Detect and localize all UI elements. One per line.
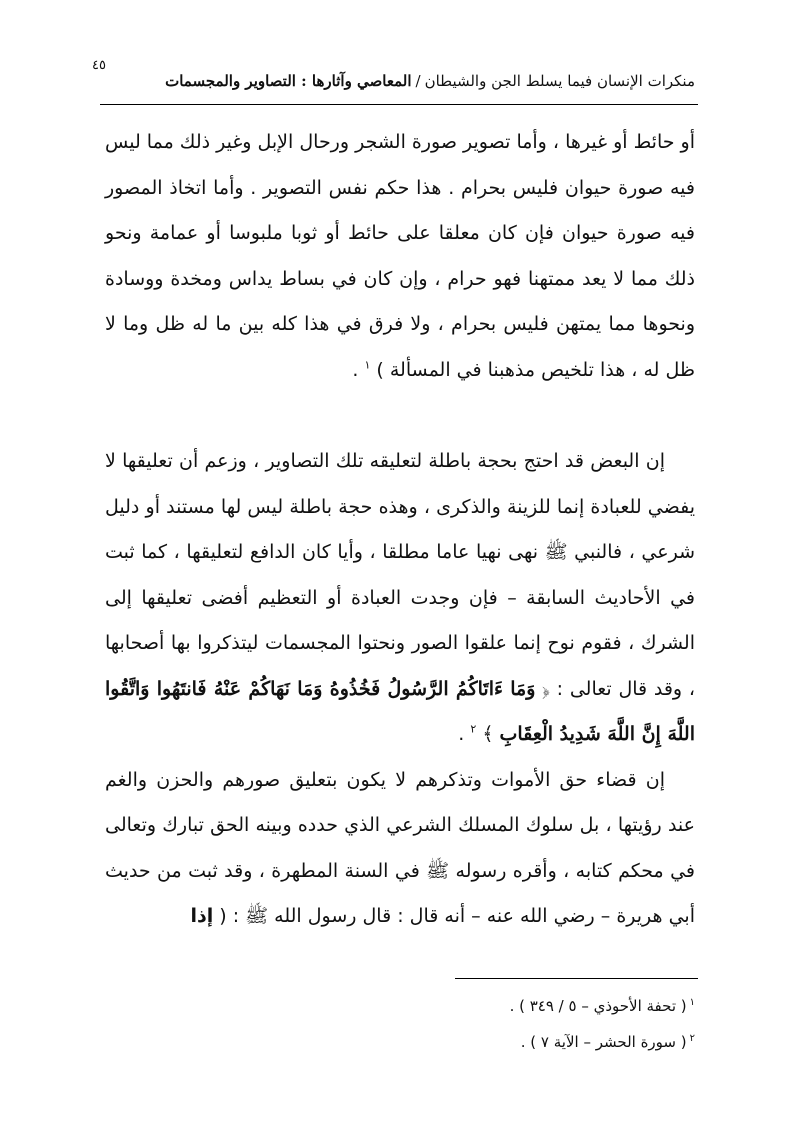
footnote-divider [455, 978, 698, 979]
paragraph-3-tail: إذا [190, 905, 214, 927]
footnote-1-mark: ١ [689, 997, 695, 1008]
page-number: ٤٥ [92, 58, 106, 73]
header-separator: / [415, 72, 421, 90]
footnote-ref-1: ١ [364, 358, 371, 372]
footnote-2 [295, 1024, 695, 1060]
footnotes [295, 988, 695, 1060]
header-divider [100, 104, 698, 105]
paragraph-3-text: إن قضاء حق الأموات وتذكرهم لا يكون بتعليق صورهم والحزن والغم عند رؤيتها ، بل سلوك المسلك الشرعي الذي حدده وبينه الحق تبارك وتعالى في محكم كتابه ، وأقره رسوله ﷺ في السنة المطهرة ، وقد ثبت من حديث أبي هريرة – رضي الله عنه – أنه قال : قال رسول الله ﷺ : ( [105, 768, 695, 927]
paragraph-2 [105, 439, 695, 758]
header-book-title: منكرات الإنسان فيما يسلط الجن والشيطان [424, 72, 695, 90]
paragraph-1-end: . [352, 358, 365, 381]
header-chapter-title: المعاصي وآثارها : التصاوير والمجسمات [165, 72, 412, 90]
paragraph-spacer [105, 393, 695, 439]
paragraph-1-text: أو حائط أو غيرها ، وأما تصوير صورة الشجر ورحال الإبل وغير ذلك مما ليس فيه صورة حيوان فليس بحرام . هذا حكم نفس التصوير . وأما اتخاذ المصور فيه صورة حيوان فإن كان معلقا على حائط أو ثوبا ملبوسا أو عمامة ونحو ذلك مما لا يعد ممتهنا فهو حرام ، وإن كان في بساط يداس ومخدة ووسادة ونحوها مما يمتهن فليس بحرام ، ولا فرق في هذا كله بين ما له ظل وما لا ظل له ، هذا تلخيص مذهبنا في المسألة ) [105, 131, 695, 381]
paragraph-2-end: . [458, 723, 471, 745]
footnote-2-text: ( سورة الحشر – الآية ٧ ) . [520, 1033, 687, 1051]
footnote-1 [295, 988, 695, 1024]
footnote-1-text: ( تحفة الأحوذي – ٥ / ٣٤٩ ) . [509, 997, 687, 1015]
paragraph-2-text: إن البعض قد احتج بحجة باطلة لتعليقه تلك التصاوير ، وزعم أن تعليقها لا يفضي للعبادة إنما للزينة والذكرى ، وهذه حجة باطلة ليس لها مستند أو دليل شرعي ، فالنبي ﷺ نهى نهيا عاما مطلقا ، وأيا كان الدافع لتعليقها ، كما ثبت في الأحاديث السابقة – فإن وجدت العبادة أو التعظيم أفضى تعليقها إلى الشرك ، فقوم نوح إنما علقوا الصور ونحتوا المجسمات ليتذكروا بها أصحابها ، وقد قال تعالى : ﴿ [105, 450, 695, 700]
quran-close-bracket: ﴾ [482, 723, 494, 745]
footnote-2-mark: ٢ [689, 1033, 695, 1044]
quran-verse: وَمَا ءَاتَاكُمُ الرَّسُولُ فَخُذُوهُ وَمَا نَهَاكُمْ عَنْهُ فَانتَهُوا وَاتَّقُوا اللَّهَ إِنَّ اللَّهَ شَدِيدُ الْعِقَابِ [105, 677, 695, 745]
running-header [105, 72, 695, 90]
paragraph-1 [105, 120, 695, 393]
main-text [105, 120, 695, 940]
paragraph-3 [105, 758, 695, 940]
footnote-ref-2: ٢ [470, 722, 477, 736]
